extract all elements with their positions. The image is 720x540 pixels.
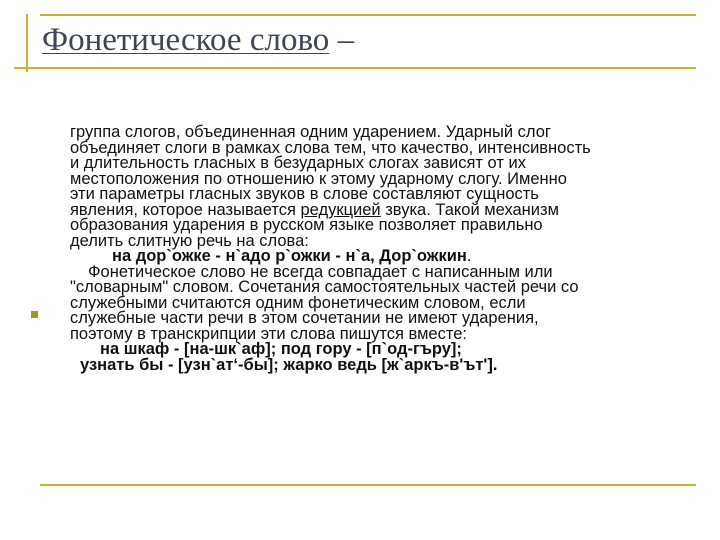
frame-bottom-line	[40, 484, 696, 486]
term-reduction: редукцией	[300, 200, 381, 219]
title-underline-rule	[14, 67, 696, 69]
frame-top-line	[40, 14, 696, 16]
body-line: эти параметры гласных звуков в слове составляют сущность	[70, 185, 539, 203]
body-line: образования ударения в русском языке позволяет правильно	[70, 216, 543, 234]
body-line: Фонетическое слово не всегда совпадает с написанным или	[88, 262, 553, 281]
body-line: служебные части речи в этом сочетании не имеют ударения,	[70, 309, 539, 327]
slide-body	[70, 125, 680, 373]
slide-title-dash: –	[329, 22, 355, 58]
body-text: явления, которое называется	[70, 200, 301, 219]
body-line: служебными считаются одним фонетическим словом, если	[70, 293, 526, 312]
slide-title-term: Фонетическое слово	[42, 22, 330, 58]
example-line: на шкаф - [на-шк`аф]; под гору - [п`од-гъру];	[100, 340, 462, 358]
example-text: на дор`ожке - н`адо р`ожки - н`а, Дор`ожкин	[112, 247, 467, 265]
body-line: группа слогов, объединенная одним ударением. Ударный слог	[70, 123, 551, 141]
body-line: поэтому в транскрипции эти слова пишутся вместе:	[70, 324, 467, 343]
body-line: местоположения по отношению к этому ударному слогу. Именно	[70, 169, 567, 188]
frame-left-line	[26, 14, 28, 72]
example-line: узнать бы - [узн`ат‘-бы]; жарко ведь [ж`аркъ-в'ът'].	[80, 355, 498, 374]
example-period: .	[466, 247, 472, 265]
body-line: "словарным" словом. Сочетания самостоятельных частей речи со	[70, 278, 579, 296]
body-line: объединяет слоги в рамках слова тем, что качество, интенсивность	[70, 138, 591, 157]
bullet-square-icon	[31, 311, 38, 318]
slide-title	[42, 20, 354, 60]
body-line: делить слитную речь на слова:	[70, 231, 309, 250]
body-line: и длительность гласных в безударных слогах зависят от их	[70, 154, 526, 172]
body-text: звука. Такой механизм	[380, 200, 559, 219]
